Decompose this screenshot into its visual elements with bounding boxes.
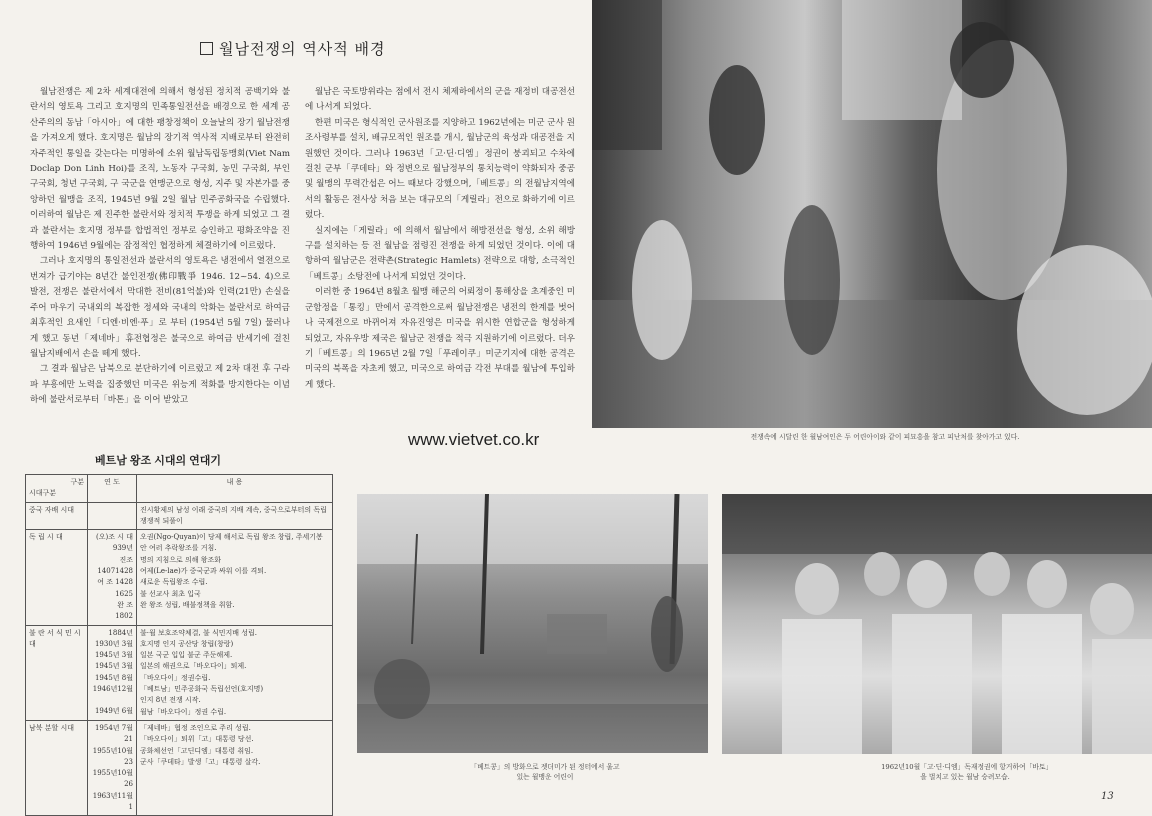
event-line: 「바오다이」정권수립. (140, 673, 211, 682)
year-line: 완 조 (117, 600, 133, 609)
year-cell (88, 502, 137, 530)
year-cell (88, 625, 137, 720)
year-line: 1930년 3월 (94, 639, 133, 648)
table-header-row (26, 475, 333, 503)
body-paragraph: 한편 미국은 형식적인 군사원조를 지양하고 1962년에는 미군 군사 원조사령부를 설치, 배규모적인 원조를 개시, 월남군의 육성과 대공전을 지원했던 것이다. 그러나 1963년「고·딘·디엠」정권이 붕괴되고 수차에 걸친 군부「쿠데타」와 정변으로 월남정부의 통치능력이 약화되자 중공 및 월맹의 무력간섭은 어느 때보다 강했으며,「베트콩」의 전월남지역에서의 활동은 전사상 처음 보는 대규모의「게릴라」전으로 화하기에 이르렀다. (305, 117, 575, 221)
event-line: 명의 지침으로 의해 왕조화 (140, 555, 222, 564)
photo-caption: 1962년10월「고·딘·디엠」독재정권에 항거하여「바토」을 벌치고 있는 월남 승려모습. (881, 763, 1049, 781)
body-paragraph: 월남전쟁은 제 2차 세계대전에 의해서 형성된 정치적 공백기와 불란서의 영토욕 그리고 호지명의 민족통일전선을 배경으로 한 세계 공산주의의 동남「아시아」에 대한 팽창정책이 오늘날의 장기 월남전쟁을 가져오게 했다. 호지명은 월남의 장기적 역사적 지배로부터 완전히 자주적인 통일을 갖는다는 미명하에 소위 월남독립동맹회(Viet Nam Doclap Don Linh Hoi)를 조직, 노동자 구국회, 농민 구국회, 부인 구국회, 청년 구국회, 구 국군을 연맹군으로 형성, 지주 및 자본가를 중앙하던 월맹을 조직, 1945년 9월 2일 월남 민주공화국을 수립했다. 이러하여 월남은 제 진주한 불란서와 정치적 투쟁을 하게 되었고 그 결과 불란서는 호지명 정부를 합법적인 정부로 승인하고 평화조약을 진행하여 1946년 9월에는 잠정적인 협정하게 체결하기에 이르렀다. (30, 87, 290, 252)
event-line: 일본 국군 입입 불군 주둔해제. (140, 651, 233, 660)
photo-burned-village-art (357, 494, 708, 753)
year-line: 진조14071428 (97, 555, 133, 576)
event-line: 「제네바」협정 조인으로 주리 성립. (140, 723, 251, 732)
event-line: 「베트남」민주공화국 독립선언(호지명) (140, 685, 264, 694)
table-row (26, 625, 333, 720)
year-line: 1946년12월 (92, 685, 133, 694)
year-line: 1945년 3월 (94, 662, 133, 671)
year-line: 1802 (115, 612, 133, 621)
photo-buddhist-monks-art (722, 494, 1152, 754)
event-line: 완 왕조 성립, 배불정책을 취함. (140, 600, 235, 609)
article-title-text: 월남전쟁의 역사적 배경 (219, 40, 386, 58)
event-line: 일본의 해권으로「바오다이」퇴제. (140, 662, 247, 671)
header-event: 내 용 (137, 475, 333, 503)
body-paragraph: 이러한 중 1964년 8월초 월맹 해군의 어뢰정이 통해상을 초계중인 미군함정을「통킹」만에서 공격한으로써 월남전쟁은 냉전의 한계를 벗어나 국제전으로 바뀌어져 자유진영은 미국을 위시한 연합군을 형성하게 되었고, 자유우방 제국은 월남군 전쟁을 적극 지원하기에 이르렀다. 더우기「베트콩」의 1965년 2월 7일「푸레이쿠」미군기지에 대한 공격은 미국의 북폭을 자초케 했고, 미국으로 하여금 각전 부대를 월남에 투입하게 했다. (305, 287, 575, 390)
event-line: 공화체선언「고딘디엠」대통령 취임. (140, 746, 254, 755)
table-row (26, 502, 333, 530)
table-row (26, 530, 333, 625)
event-cell (137, 625, 333, 720)
event-line: 오권(Ngo-Quyan)이 당제 해서로 독립 왕조 창립, 주세기봉안 여러 추락왕조를 거침. (140, 533, 323, 553)
body-paragraph: 그 결과 월남은 남북으로 분단하기에 이르렀고 제 2차 대전 후 구라파 부흥에만 노력을 집중했던 미국은 위능게 적화를 방지한다는 이념하에 불란서로부터「바톤」을 이어 받았고 (30, 364, 290, 406)
header-era (26, 475, 88, 503)
chronology-table (25, 474, 333, 816)
event-line: 「바오다이」퇴위「고」대통령 당선. (140, 735, 254, 744)
event-line: 불·월 보호조약체결, 불 식민지배 성립. (140, 628, 258, 637)
year-line: 1963년11월 1 (92, 791, 133, 812)
body-paragraph: 실지에는「게릴라」에 의해서 월남에서 해방전선을 형성, 소위 해방구를 설치하는 등 전 월남을 점령진 전쟁을 하게 되었던 것이다. 이에 대항하여 월남군은 전략촌(Strategic Hamlets) 전략으로 대항, 소극적인「베트콩」소탕전에 나서게 되었던 것이다. (305, 225, 575, 282)
year-line: 여 조 1428 (97, 578, 133, 587)
era-cell: 독 립 시 대 (26, 530, 88, 625)
page-number: 13 (1101, 791, 1114, 802)
chronology-table-title: 베트남 왕조 시대의 연대기 (95, 455, 222, 467)
event-line: 진시황제의 남성 이래 중국의 지배 계속, 중국으로부터의 독립 쟁쟁적 되풀이 (140, 505, 327, 525)
article-title (200, 38, 385, 59)
body-paragraph: 그러나 호지명의 통일전선과 불란서의 영토욕은 냉전에서 열전으로 번져가 급기야는 8년간 불인전쟁(佛印戰爭 1946. 12~54. 4)으로 발전, 전쟁은 불란서에서 막대한 전비(81억불)와 인력(21만) 손실을 주어 마우기 국내외의 복잡한 정세와 국내의 악화는 불란서로 하여금 최후적인 요새인「디엔·비엔·푸」로 부터 (1954년 5월 7일) 물러나게 했고 동년「제네바」휴전협정은 불국으로 하여금 반세기에 걸친 월남지배에서 손을 떼게 했다. (30, 256, 290, 359)
event-line: 새로운 독립왕조 수립. (140, 578, 208, 587)
event-cell (137, 720, 333, 815)
year-line: 1945년 8월 (94, 673, 133, 682)
year-line: 1949년 6월 (94, 707, 133, 716)
header-era-bottom: 시대구분 (29, 489, 57, 498)
era-cell: 남북 분할 시대 (26, 720, 88, 815)
event-line: 호지명 인지 공산당 창립(창랑) (140, 639, 234, 648)
body-paragraph: 월남은 국토방위라는 점에서 전시 체제하에서의 군을 재정비 대공전선에 나서게 되었다. (305, 87, 575, 113)
table-row (26, 720, 333, 815)
year-line (91, 695, 133, 706)
year-cell (88, 720, 137, 815)
event-line: 인지 8년 전쟁 시작. (140, 696, 201, 705)
photo-refugee-street-art (592, 0, 1152, 428)
header-era-top: 구분 (70, 478, 84, 486)
photo-refugee-street (592, 0, 1152, 428)
year-line: 1884년 (108, 628, 133, 637)
year-line: 1945년 3월 (94, 651, 133, 660)
event-line: 군사「쿠데타」발생「고」대통령 살각. (140, 757, 261, 766)
event-cell (137, 502, 333, 530)
year-line: 1955년10월26 (92, 769, 133, 789)
photo-caption: 「베트콩」의 방화으로 젯더미가 된 정터에서 울고 있는 월맹운 어린이 (470, 763, 620, 781)
header-year: 연 도 (88, 475, 137, 503)
title-box-icon (200, 42, 213, 55)
body-column-left (30, 85, 290, 409)
year-line: (오)조 시 대 939년 (96, 533, 133, 553)
year-line: 1955년10월23 (92, 746, 133, 766)
era-cell: 불 란 서 식 민 시 대 (26, 625, 88, 720)
watermark-url: www.vietvet.co.kr (408, 430, 540, 449)
event-line: 불 선교사 최초 입국 (140, 589, 201, 598)
era-cell: 중국 자배 시대 (26, 502, 88, 530)
year-cell (88, 530, 137, 625)
event-line: 여제(Le-lae)가 중국군과 싸워 이를 격퇴. (140, 567, 267, 576)
photo-burned-village (357, 494, 708, 753)
year-line: 1954년 7월21 (94, 723, 133, 744)
photo-caption: 전쟁속에 시달린 한 월남여인은 두 어린아이와 같이 피묘흥을 참고 피난처를 찾아가고 있다. (750, 433, 1020, 441)
event-cell (137, 530, 333, 625)
event-line: 월남「바오다이」정권 수립. (140, 707, 227, 716)
year-line: 1625 (115, 589, 133, 598)
photo-buddhist-monks (722, 494, 1152, 754)
body-column-right (305, 85, 575, 393)
